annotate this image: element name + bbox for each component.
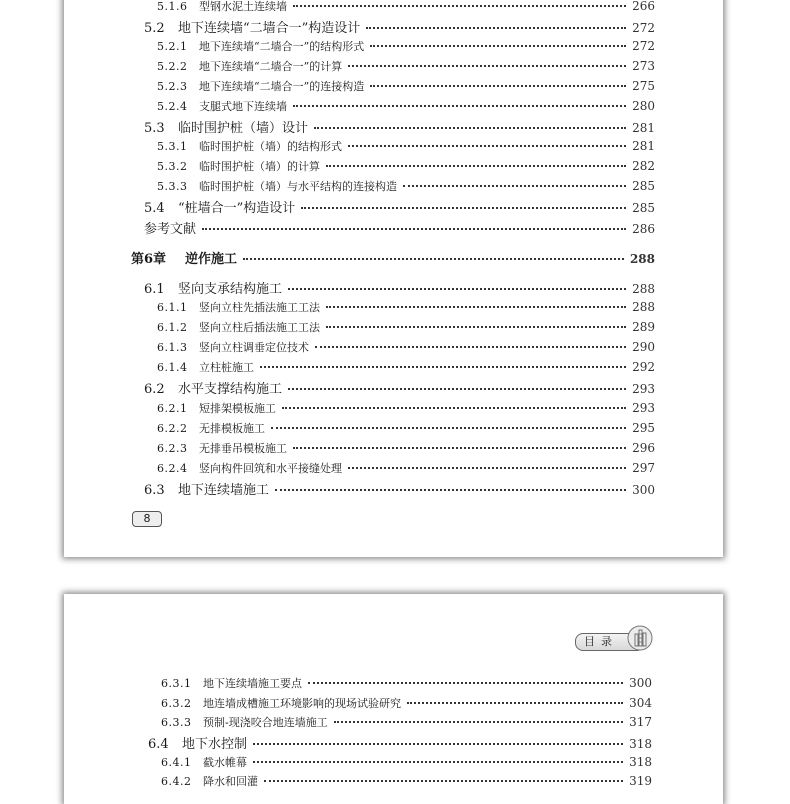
toc-entry-5-2-3: [157, 78, 655, 94]
dot-leader: [275, 489, 626, 491]
dot-leader: [315, 346, 626, 348]
toc-entry-5-2-1: [157, 38, 655, 54]
entry-title: 降水和回灌: [203, 775, 258, 788]
dot-leader: [253, 743, 623, 745]
toc-entry-chapter-6: [131, 248, 655, 267]
entry-number: 6.2.3: [157, 442, 188, 455]
dot-leader: [301, 207, 626, 209]
entry-title: 支腿式地下连续墙: [199, 100, 287, 113]
entry-number: 6.3.2: [161, 697, 192, 710]
entry-page: 282: [632, 159, 655, 173]
dot-leader: [326, 306, 626, 308]
entry-number: 6.1: [144, 282, 165, 297]
entry-page: 293: [632, 382, 655, 396]
entry-number: 6.2.4: [157, 462, 188, 475]
entry-number: 6.1.4: [157, 361, 188, 374]
entry-title: 截水帷幕: [203, 756, 247, 769]
entry-number: 6.2.2: [157, 422, 188, 435]
entry-page: 288: [632, 282, 655, 296]
entry-title: 竖向立柱调垂定位技术: [199, 341, 309, 354]
entry-title: 立柱桩施工: [199, 361, 254, 374]
entry-title: 竖向支承结构施工: [178, 282, 283, 297]
entry-page: 288: [629, 252, 655, 266]
entry-title: 竖向立柱后插法施工工法: [199, 321, 320, 334]
entry-number: 5.2: [144, 21, 165, 36]
dot-leader: [370, 85, 626, 87]
entry-page: 273: [632, 59, 655, 73]
entry-page: 304: [629, 696, 652, 710]
dot-leader: [403, 185, 626, 187]
entry-title: 逆作施工: [185, 252, 238, 267]
entry-title: 预制-现浇咬合地连墙施工: [203, 716, 328, 729]
toc-entry-6-3: [144, 479, 655, 498]
dot-leader: [348, 145, 626, 147]
entry-number: 5.1.6: [157, 0, 188, 13]
toc-entry-6-3-1: [161, 675, 652, 691]
entry-page: 275: [632, 79, 655, 93]
entry-page: 300: [629, 676, 652, 690]
entry-number: 6.3: [144, 483, 165, 498]
toc-entry-5-3-2: [157, 158, 655, 174]
toc-entry-6-1-1: [157, 299, 655, 315]
dot-leader: [293, 5, 626, 7]
dot-leader: [370, 45, 626, 47]
dot-leader: [326, 326, 626, 328]
entry-page: 280: [632, 99, 655, 113]
dot-leader: [288, 288, 626, 290]
dot-leader: [314, 127, 626, 129]
entry-title: 短排架模板施工: [199, 402, 276, 415]
entry-number: 5.3: [144, 121, 165, 136]
entry-number: 6.4.1: [161, 756, 192, 769]
entry-page: 292: [632, 360, 655, 374]
dot-leader: [264, 780, 623, 782]
toc-entry-6-2-2: [157, 420, 655, 436]
entry-number: 6.1.3: [157, 341, 188, 354]
dot-leader: [271, 427, 626, 429]
entry-number: 5.2.3: [157, 80, 188, 93]
entry-title: 地下连续墙“二墙合一”构造设计: [178, 21, 361, 36]
entry-title: 型钢水泥土连续墙: [199, 0, 287, 13]
toc-entry-6-3-3: [161, 714, 652, 730]
entry-number: 5.3.1: [157, 140, 188, 153]
toc-entry-6-2-4: [157, 460, 655, 476]
entry-number: 6.4: [148, 737, 169, 752]
entry-title: 临时围护桩（墙）的结构形式: [199, 140, 342, 153]
entry-title: 竖向立柱先插法施工工法: [199, 301, 320, 314]
toc-entry-5-3: [144, 117, 655, 136]
toc-entry-6-3-2: [161, 695, 652, 711]
entry-number: 5.2.2: [157, 60, 188, 73]
toc-entry-6-4: [148, 733, 652, 752]
entry-title: 临时围护桩（墙）设计: [178, 121, 309, 136]
entry-title: 地连墙成槽施工环境影响的现场试验研究: [203, 697, 401, 710]
toc-entry-6-2: [144, 378, 655, 397]
entry-page: 285: [632, 201, 655, 215]
toc-entry-6-4-2: [161, 773, 652, 789]
entry-number: 6.1.2: [157, 321, 188, 334]
entry-number: 6.2.1: [157, 402, 188, 415]
entry-page: 290: [632, 340, 655, 354]
entry-title: 参考文献: [144, 222, 197, 237]
entry-number: 第6章: [131, 252, 167, 267]
toc-entry-6-1-4: [157, 359, 655, 375]
entry-page: 297: [632, 461, 655, 475]
entry-number: 6.4.2: [161, 775, 192, 788]
entry-page: 281: [632, 139, 655, 153]
toc-entry-6-1-3: [157, 339, 655, 355]
toc-entry-5-3-3: [157, 178, 655, 194]
entry-page: 300: [632, 483, 655, 497]
toc-entry-5-2-4: [157, 98, 655, 114]
dot-leader: [348, 65, 626, 67]
building-icon: [626, 624, 654, 652]
entry-number: 6.3.1: [161, 677, 192, 690]
dot-leader: [308, 682, 623, 684]
dot-leader: [293, 447, 626, 449]
toc-entry-5-4: [144, 197, 655, 216]
toc-entry-5-2-2: [157, 58, 655, 74]
toc-entry-references: [144, 218, 655, 237]
dot-leader: [202, 228, 626, 230]
entry-page: 295: [632, 421, 655, 435]
entry-title: 地下连续墙施工要点: [203, 677, 302, 690]
entry-page: 293: [632, 401, 655, 415]
entry-page: 296: [632, 441, 655, 455]
entry-page: 281: [632, 121, 655, 135]
entry-number: 6.3.3: [161, 716, 192, 729]
entry-page: 318: [629, 737, 652, 751]
dot-leader: [282, 407, 626, 409]
dot-leader: [260, 366, 626, 368]
entry-title: 临时围护桩（墙）的计算: [199, 160, 320, 173]
toc-entry-5-1-6: [157, 0, 655, 14]
entry-title: 无排模板施工: [199, 422, 265, 435]
entry-title: 地下连续墙“二墙合一”的计算: [199, 60, 343, 73]
page-number-badge: 8: [132, 511, 162, 527]
entry-page: 318: [629, 755, 652, 769]
entry-page: 285: [632, 179, 655, 193]
toc-entry-6-1-2: [157, 319, 655, 335]
dot-leader: [253, 761, 623, 763]
entry-page: 266: [632, 0, 655, 13]
entry-number: 5.3.3: [157, 180, 188, 193]
toc-header-tab: 目录: [575, 633, 645, 651]
entry-page: 272: [632, 21, 655, 35]
entry-title: 无排垂吊模板施工: [199, 442, 287, 455]
entry-title: 临时围护桩（墙）与水平结构的连接构造: [199, 180, 397, 193]
entry-title: 地下连续墙施工: [178, 483, 270, 498]
entry-title: 地下连续墙“二墙合一”的连接构造: [199, 80, 365, 93]
dot-leader: [348, 467, 626, 469]
entry-page: 286: [632, 222, 655, 236]
dot-leader: [293, 105, 626, 107]
entry-number: 5.2.1: [157, 40, 188, 53]
entry-title: 水平支撑结构施工: [178, 382, 283, 397]
toc-entry-5-2: [144, 17, 655, 36]
entry-page: 288: [632, 300, 655, 314]
entry-number: 5.4: [144, 201, 165, 216]
dot-leader: [243, 258, 624, 260]
dot-leader: [407, 702, 623, 704]
entry-page: 317: [629, 715, 652, 729]
toc-page-upper: [64, 0, 723, 557]
entry-title: 竖向构件回筑和水平接缝处理: [199, 462, 342, 475]
toc-entry-5-3-1: [157, 138, 655, 154]
entry-title: 地下水控制: [182, 737, 248, 752]
entry-title: 地下连续墙“二墙合一”的结构形式: [199, 40, 365, 53]
dot-leader: [326, 165, 626, 167]
entry-number: 5.2.4: [157, 100, 188, 113]
entry-page: 319: [629, 774, 652, 788]
entry-number: 6.1.1: [157, 301, 188, 314]
toc-page-lower: [64, 594, 723, 804]
dot-leader: [366, 27, 626, 29]
entry-title: “桩墙合一”构造设计: [178, 201, 296, 216]
entry-page: 272: [632, 39, 655, 53]
dot-leader: [288, 388, 626, 390]
dot-leader: [334, 721, 623, 723]
toc-entry-6-2-3: [157, 440, 655, 456]
entry-number: 5.3.2: [157, 160, 188, 173]
entry-number: 6.2: [144, 382, 165, 397]
entry-page: 289: [632, 320, 655, 334]
toc-entry-6-4-1: [161, 754, 652, 770]
toc-entry-6-2-1: [157, 400, 655, 416]
toc-entry-6-1: [144, 278, 655, 297]
